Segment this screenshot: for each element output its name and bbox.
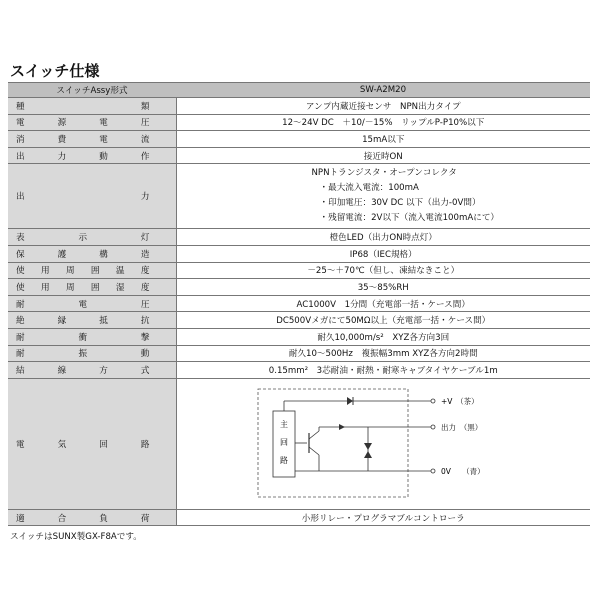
header-left: スイッチAssy形式	[8, 83, 176, 98]
table-row	[8, 279, 590, 296]
table-row	[8, 345, 590, 362]
row-key: 耐 振 動	[16, 349, 150, 360]
row-value: 15mA以下	[176, 131, 590, 148]
header-right: SW-A2M20	[176, 83, 590, 98]
row-key: 表 示 灯	[16, 233, 150, 244]
row-key: 電 源 電 圧	[16, 118, 150, 129]
row-value: 35～85%RH	[176, 279, 590, 296]
row-value: 小形リレー・プログラマブルコントローラ	[176, 509, 590, 526]
table-row	[8, 114, 590, 131]
row-value: 0.15mm² 3芯耐油・耐熱・耐寒キャブタイヤケーブル1m	[176, 362, 590, 379]
table-row	[8, 509, 590, 526]
row-value: 橙色LED（出力ON時点灯）	[176, 229, 590, 246]
table-row	[8, 98, 590, 115]
row-value: －25～＋70℃（但し、凍結なきこと）	[176, 262, 590, 279]
table-row	[8, 229, 590, 246]
row-key: 出 力 動 作	[16, 151, 150, 162]
terminal-icon	[431, 425, 435, 429]
row-value: 12～24V DC ＋10/－15% リップルP-P10%以下	[176, 114, 590, 131]
row-key: 種 類	[16, 101, 150, 112]
row-value: DC500Vメガにて50MΩ以上（充電部一括・ケース間）	[176, 312, 590, 329]
terminal-icon	[431, 469, 435, 473]
row-value: 接近時ON	[176, 147, 590, 164]
row-key: 出 力	[16, 192, 150, 203]
row-key: 適 合 負 荷	[16, 513, 150, 524]
table-row	[8, 262, 590, 279]
table-row	[8, 164, 590, 229]
row-key: 電 気 回 路	[16, 439, 150, 450]
terminal-label: 0V （青）	[441, 466, 485, 476]
row-key: 保 護 構 造	[16, 249, 150, 260]
row-key: 耐 電 圧	[16, 299, 150, 310]
table-row	[8, 245, 590, 262]
row-key: 使 用 周 囲 湿 度	[16, 282, 150, 293]
page-title: スイッチ仕様	[10, 62, 100, 80]
table-row	[8, 362, 590, 379]
table-row	[8, 147, 590, 164]
diode-icon	[339, 424, 345, 430]
row-key: 使 用 周 囲 温 度	[16, 266, 150, 277]
spec-table	[8, 82, 590, 526]
table-header-row	[8, 83, 590, 98]
terminal-label: 出力 （黒）	[441, 422, 483, 432]
terminal-label: +V （茶）	[441, 396, 479, 406]
row-value: 耐久10,000m/s² XYZ各方向3回	[176, 328, 590, 345]
row-value: アンプ内蔵近接センサ NPN出力タイプ	[176, 98, 590, 115]
circuit-cell	[176, 378, 590, 509]
main-circuit-label: 回	[280, 437, 289, 447]
table-row	[8, 131, 590, 148]
row-value: NPNトランジスタ・オープンコレクタ ・最大流入電流：100mA ・印加電圧：30V DC 以下（出力-0V間） ・残留電流：2V以下（流入電流100mAにて）	[176, 164, 590, 229]
row-key: 耐 衝 撃	[16, 332, 150, 343]
diode-icon	[347, 397, 353, 405]
table-row	[8, 312, 590, 329]
zener-icon	[364, 443, 372, 450]
row-key: 絶 縁 抵 抗	[16, 316, 150, 327]
row-key: 結 線 方 式	[16, 365, 150, 376]
row-value: IP68（IEC規格）	[176, 245, 590, 262]
terminal-icon	[431, 399, 435, 403]
table-row	[8, 378, 590, 509]
circuit-diagram	[253, 385, 513, 503]
table-row	[8, 295, 590, 312]
main-circuit-label: 主	[280, 419, 289, 429]
zener-icon	[364, 451, 372, 458]
row-value: AC1000V 1分間（充電部一括・ケース間）	[176, 295, 590, 312]
row-key: 消 費 電 流	[16, 134, 150, 145]
table-row	[8, 328, 590, 345]
footer-note: スイッチはSUNX製GX-F8Aです。	[10, 532, 142, 542]
main-circuit-label: 路	[280, 455, 289, 465]
row-value: 耐久10～500Hz 複振幅3mm XYZ各方向2時間	[176, 345, 590, 362]
